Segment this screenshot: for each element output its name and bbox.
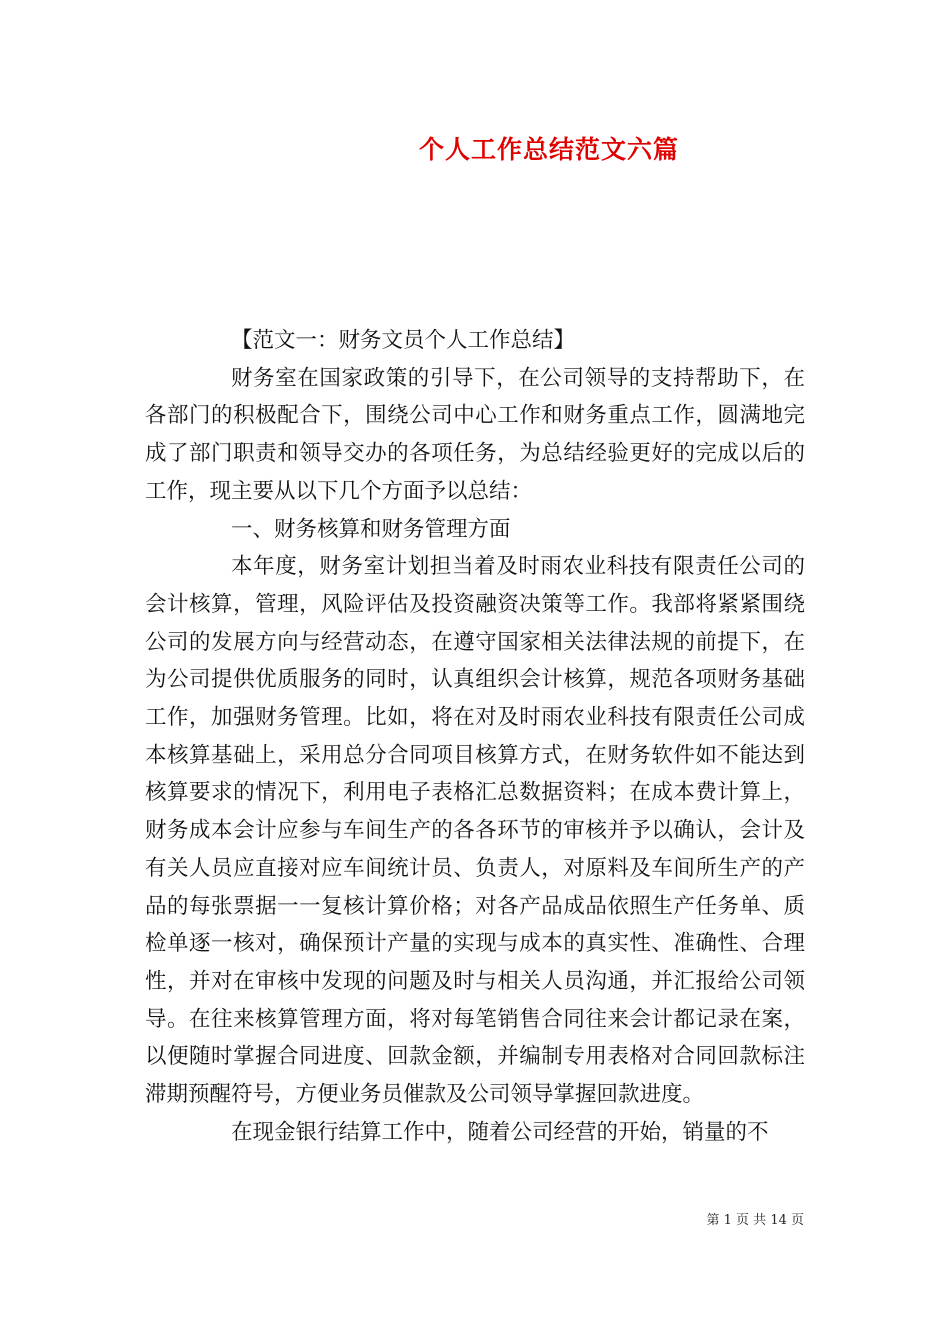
section-heading: 【范文一：财务文员个人工作总结】 <box>231 328 576 353</box>
body-paragraph: 本年度，财务室计划担当着及时雨农业科技有限责任公司的会计核算，管理，风险评估及投资融资决策等工作。我部将紧紧围绕公司的发展方向与经营动态，在遵守国家相关法律法规的前提下，在为公司提供优质服务的同时，认真组织会计核算，规范各项财务基础工作，加强财务管理。比如，将在对及时雨农业科技有限责任公司成本核算基础上，采用总分合同项目核算方式，在财务软件如不能达到核算要求的情况下，利用电子表格汇总数据资料；在成本费计算上，财务成本会计应参与车间生产的各各环节的审核并予以确认，会计及有关人员应直接对应车间统计员、负责人，对原料及车间所生产的产品的每张票据一一复核计算价格；对各产品成品依照生产任务单、质检单逐一核对，确保预计产量的实现与成本的真实性、准确性、合理性，并对在审核中发现的问题及时与相关人员沟通，并汇报给公司领导。在往来核算管理方面，将对每笔销售合同往来会计都记录在案，以便随时掌握合同进度、回款金额，并编制专用表格对合同回款标注滞期预醒符号，方便业务员催款及公司领导掌握回款进度。 <box>145 554 805 1108</box>
page-number: 第 1 页 共 14 页 <box>706 1213 804 1228</box>
document-title: 个人工作总结范文六篇 <box>418 135 679 164</box>
subsection-heading: 一、财务核算和财务管理方面 <box>231 516 511 542</box>
body-paragraph: 在现金银行结算工作中，随着公司经营的开始，销量的不 <box>231 1119 769 1145</box>
body-paragraph: 财务室在国家政策的引导下，在公司领导的支持帮助下，在各部门的积极配合下，围绕公司中心工作和财务重点工作，圆满地完成了部门职责和领导交办的各项任务，为总结经验更好的完成以后的工作，现主要从以下几个方面予以总结： <box>145 365 805 504</box>
document-body <box>145 322 805 1151</box>
